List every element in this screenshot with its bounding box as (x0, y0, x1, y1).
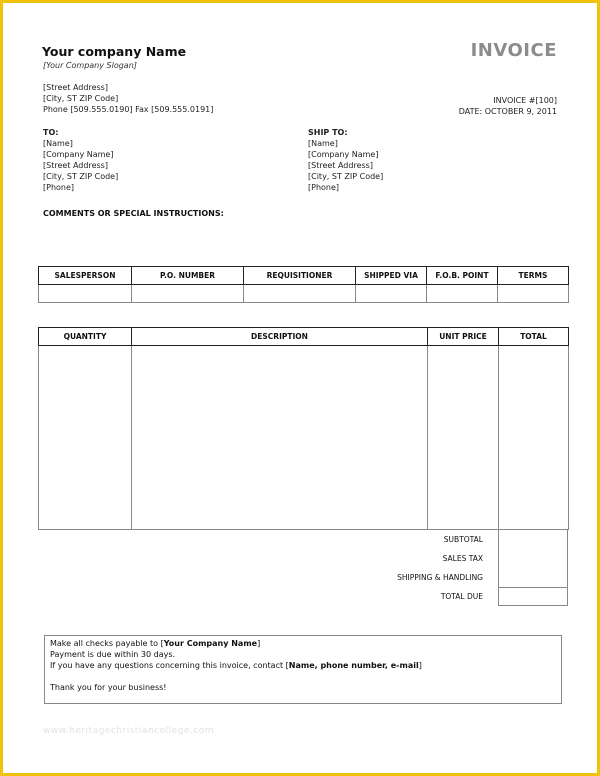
ship-to-name: [Name] (308, 139, 338, 148)
total-due-label: TOTAL DUE (440, 592, 483, 601)
order-info-row (39, 285, 569, 303)
payable-name: Your Company Name (163, 639, 258, 648)
company-phone-fax: Phone [509.555.0190] Fax [509.555.0191] (43, 105, 214, 114)
bill-to-name: [Name] (43, 139, 73, 148)
total-due-box[interactable] (498, 587, 568, 606)
questions-contact: Name, phone number, e-mail (288, 661, 419, 670)
header-shipped-via: SHIPPED VIA (356, 267, 427, 285)
sales-tax-label: SALES TAX (442, 554, 483, 563)
company-street: [Street Address] (43, 83, 108, 92)
invoice-meta (459, 95, 557, 117)
invoice-number: INVOICE #[100] (493, 96, 557, 105)
header-total: TOTAL (499, 328, 569, 346)
questions-suffix: ] (418, 661, 422, 670)
invoice-date: DATE: OCTOBER 9, 2011 (458, 107, 557, 116)
header-description: DESCRIPTION (132, 328, 428, 346)
requisitioner-cell[interactable] (244, 285, 356, 303)
order-info-table (38, 266, 569, 303)
bill-to-phone: [Phone] (43, 183, 75, 192)
subtotal-label: SUBTOTAL (443, 535, 483, 544)
bill-to-label: TO: (43, 128, 59, 137)
header-fob-point: F.O.B. POINT (427, 267, 498, 285)
salesperson-cell[interactable] (39, 285, 132, 303)
po-number-cell[interactable] (132, 285, 244, 303)
thanks-line: Thank you for your business! (50, 683, 167, 692)
company-slogan: [Your Company Slogan] (43, 61, 137, 70)
ship-to-city: [City, ST ZIP Code] (308, 172, 384, 181)
watermark-text: www.heritagechristiancollege.com (43, 726, 214, 736)
ship-to-block (308, 127, 383, 193)
unit-price-cell[interactable] (428, 346, 499, 530)
ship-to-label: SHIP TO: (308, 128, 348, 137)
header-po-number: P.O. NUMBER (132, 267, 244, 285)
header-terms: TERMS (498, 267, 569, 285)
header-salesperson: SALESPERSON (39, 267, 132, 285)
payable-prefix: Make all checks payable to [ (50, 639, 164, 648)
company-city: [City, ST ZIP Code] (43, 94, 119, 103)
ship-to-company: [Company Name] (308, 150, 379, 159)
terms-cell[interactable] (498, 285, 569, 303)
footer-notes (44, 635, 562, 704)
line-items-body-row (39, 346, 569, 530)
ship-to-phone: [Phone] (308, 183, 340, 192)
line-items-table (38, 327, 569, 530)
header-unit-price: UNIT PRICE (428, 328, 499, 346)
order-info-header-row (39, 267, 569, 285)
bill-to-block (43, 127, 118, 193)
bill-to-city: [City, ST ZIP Code] (43, 172, 119, 181)
quantity-cell[interactable] (39, 346, 132, 530)
invoice-title: INVOICE (470, 40, 557, 61)
fob-point-cell[interactable] (427, 285, 498, 303)
company-name: Your company Name (42, 44, 187, 59)
bill-to-street: [Street Address] (43, 161, 108, 170)
total-cell[interactable] (499, 346, 569, 530)
shipped-via-cell[interactable] (356, 285, 427, 303)
payable-line (50, 638, 556, 649)
ship-to-street: [Street Address] (308, 161, 373, 170)
payable-suffix: ] (257, 639, 261, 648)
header-requisitioner: REQUISITIONER (244, 267, 356, 285)
comments-label: COMMENTS OR SPECIAL INSTRUCTIONS: (43, 209, 224, 218)
line-items-header-row (39, 328, 569, 346)
footer-spacer (50, 671, 556, 682)
questions-line (50, 660, 556, 671)
bill-to-company: [Company Name] (43, 150, 114, 159)
company-address (43, 82, 213, 115)
description-cell[interactable] (132, 346, 428, 530)
header-quantity: QUANTITY (39, 328, 132, 346)
questions-prefix: If you have any questions concerning this invoice, contact [ (50, 661, 289, 670)
shipping-label: SHIPPING & HANDLING (397, 573, 483, 582)
due-line: Payment is due within 30 days. (50, 650, 176, 659)
